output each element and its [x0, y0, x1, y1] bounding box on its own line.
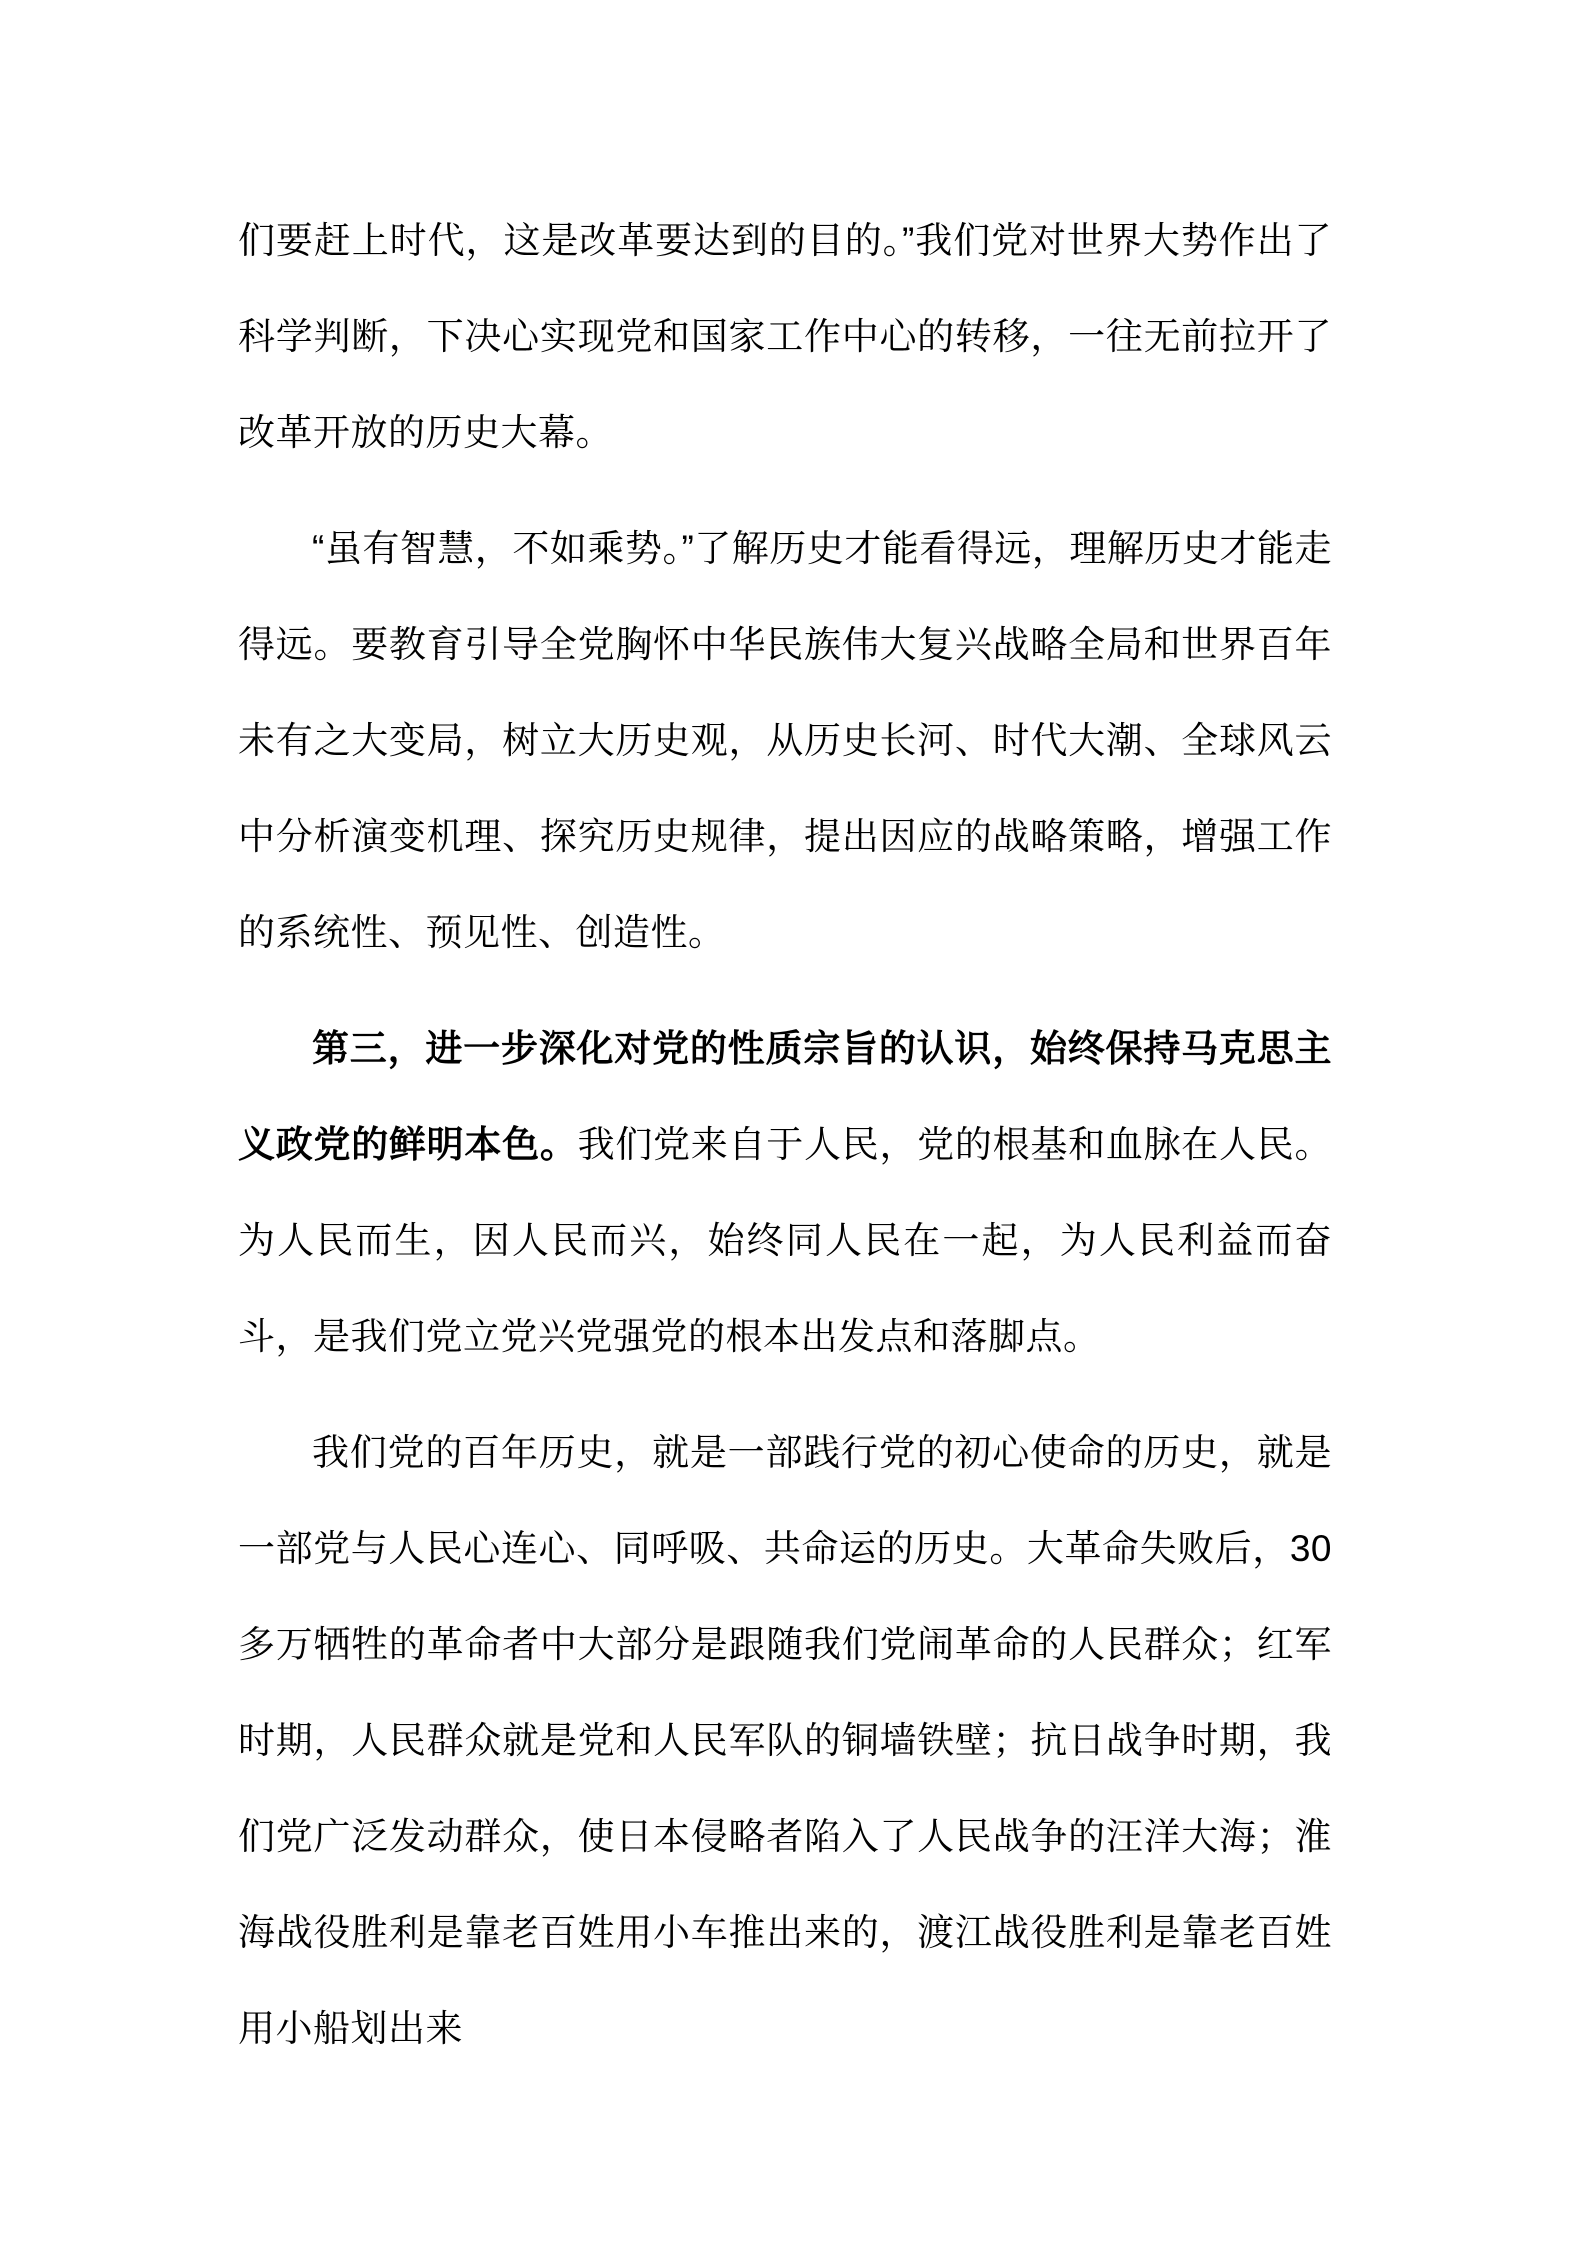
paragraph-bold-lead: 第三，进一步深化对党的性质宗旨的认识，始终保持马克思主义政党的鲜明本色。 — [238, 1028, 1332, 1165]
paragraph-text: 我们党来自于人民，党的根基和血脉在人民。为人民而生，因人民而兴，始终同人民在一起，为人民利益而奋斗，是我们党立党兴党强党的根本出发点和落脚点。 — [238, 1124, 1333, 1357]
paragraph-party-history — [238, 1405, 1332, 2077]
paragraph-continuation — [238, 193, 1332, 481]
paragraph-quote-history — [238, 501, 1332, 981]
paragraph-third-point — [238, 1001, 1332, 1385]
paragraph-text: 我们党的百年历史，就是一部践行党的初心使命的历史，就是一部党与人民心连心、同呼吸、共命运的历史。大革命失败后，30 多万牺牲的革命者中大部分是跟随我们党闹革命的人民群众；红军时期，人民群众就是党和人民军队的铜墙铁壁；抗日战争时期，我们党广泛发动群众，使日本侵略者陷入了人民战争的汪洋大海；淮海战役胜利是靠老百姓用小车推出来的，渡江战役胜利是靠老百姓用小船划出来 — [238, 1432, 1332, 2049]
paragraph-text: 们要赶上时代，这是改革要达到的目的。”我们党对世界大势作出了科学判断，下决心实现党和国家工作中心的转移，一往无前拉开了改革开放的历史大幕。 — [238, 220, 1332, 453]
document-body — [238, 193, 1332, 2077]
paragraph-text: “虽有智慧，不如乘势。”了解历史才能看得远，理解历史才能走得远。要教育引导全党胸怀中华民族伟大复兴战略全局和世界百年未有之大变局，树立大历史观，从历史长河、时代大潮、全球风云中分析演变机理、探究历史规律，提出因应的战略策略，增强工作的系统性、预见性、创造性。 — [238, 528, 1332, 953]
